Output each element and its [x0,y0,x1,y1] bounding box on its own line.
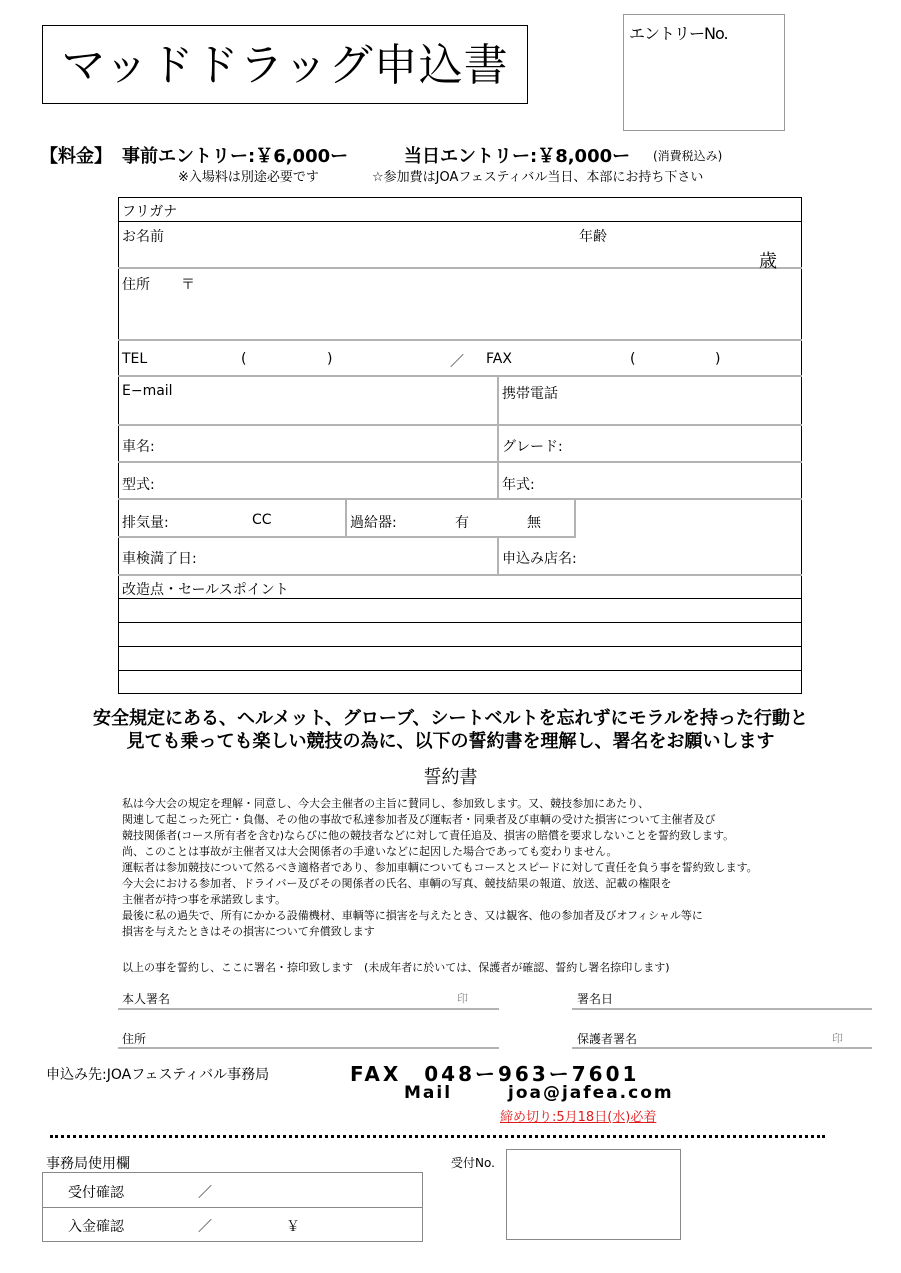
tel-paren-close: ) [327,351,333,367]
form-line [118,339,802,341]
sign-address-line[interactable] [118,1047,499,1049]
self-sign-line[interactable] [118,1008,499,1010]
separator-dotted [50,1135,825,1138]
receipt-confirm-label: 受付確認 [68,1185,124,1201]
receipt-no-box[interactable] [506,1149,681,1240]
tel-fax-separator: ／ [450,354,464,370]
tel-label: TEL [122,351,148,367]
pledge-line: 最後に私の過失で、所有にかかる設備機材、車輌等に損害を与えたとき、又は観客、他の参加者及びオフィシャル等に [122,909,703,922]
entry-number-box[interactable] [623,14,785,131]
inspection-label: 車検満了日: [122,551,197,567]
email-label: E−mail [122,383,173,399]
fee-label: 【料金】 [40,146,112,167]
age-unit: 歳 [759,251,777,272]
pledge-agree: 以上の事を誓約し、ここに署名・捺印致します (未成年者に於いては、保護者が確認、誓約し署名捺印します) [122,961,670,974]
form-line [118,197,802,198]
year-label: 年式: [502,477,535,493]
cc-unit: CC [252,512,272,528]
form-line [118,461,802,463]
fee-sameday: 当日エントリー:￥8,000ー [404,146,631,167]
pledge-line: 関連して起こった死亡・負傷、その他の事故で私達参加者及び運転者・同乗者及び車輌の受けた損害について主催者及び [122,813,716,826]
age-label: 年齢 [579,229,607,245]
form-line [118,670,802,671]
name-label: お名前 [122,229,164,245]
form-line [118,536,576,538]
contact-mail[interactable]: joa@jafea.com [508,1083,674,1103]
contact-to: 申込み先:JOAフェスティバル事務局 [46,1067,270,1083]
form-right-border [801,197,802,694]
fee-advance: 事前エントリー:￥6,000ー [122,146,349,167]
fax-paren-close: ) [715,351,721,367]
form-line [118,646,802,647]
form-line [118,424,802,426]
tel-paren-open: ( [241,351,247,367]
modifications-label: 改造点・セールスポイント [122,582,289,598]
form-left-border [118,197,119,694]
form-line [118,375,802,377]
pledge-line: 今大会における参加者、ドライバー及びその関係者の氏名、車輌の写真、競技結果の報道、放送、記載の権限を [122,877,672,890]
form-line [118,622,802,623]
mobile-label: 携帯電話 [502,386,558,402]
title-box [42,25,528,104]
form-line [118,267,802,269]
sign-date-label: 署名日 [577,992,614,1006]
office-table-divider [42,1207,423,1208]
grade-label: グレード: [502,439,563,455]
safety-message [0,707,901,753]
self-sign-label: 本人署名 [122,992,171,1006]
safety-line-2: 見ても乗っても楽しい競技の為に、以下の誓約書を理解し、署名をお願いします [126,731,775,752]
address-label: 住所 [122,277,150,293]
pledge-body [122,796,812,940]
pledge-line: 私は今大会の規定を理解・同意し、今大会主催者の主旨に賛同し、参加致します。又、競技参加にあたり、 [122,797,650,810]
safety-line-1: 安全規定にある、ヘルメット、グローブ、シートベルトを忘れずにモラルを持った行動と [93,708,808,729]
form-line [497,377,499,498]
office-title: 事務局使用欄 [46,1156,130,1172]
form-line [118,574,802,576]
displacement-label: 排気量: [122,515,169,531]
guardian-sign-label: 保護者署名 [577,1032,638,1046]
self-sign-seal: 印 [457,992,468,1005]
pledge-line: 尚、このことは事故が主催者又は大会関係者の手違いなどに起因した場合であっても変わりません。 [122,845,618,858]
contact-fax: FAX 048ー963ー7601 [350,1062,640,1086]
receipt-no-label: 受付No. [451,1156,495,1170]
supercharger-label: 過給器: [350,515,397,531]
pledge-line: 損害を与えたときはその損害について弁償致します [122,925,375,938]
model-label: 型式: [122,477,155,493]
guardian-sign-line[interactable] [572,1047,872,1049]
payment-yen: ￥ [286,1219,300,1235]
car-name-label: 車名: [122,439,155,455]
form-line [345,499,347,536]
fee-note-payment: ☆参加費はJOAフェスティバル当日、本部にお持ち下さい [372,170,704,185]
form-line [497,537,499,574]
pledge-line: 運転者は参加競技について然るべき適格者であり、参加車輌についてもコースとスピードに対して責任を負う事を誓約致します。 [122,861,758,874]
fee-tax-note: (消費税込み) [653,149,723,163]
page-title: マッドドラッグ申込書 [61,40,509,91]
payment-confirm-slash: ／ [198,1219,212,1235]
fax-paren-open: ( [630,351,636,367]
guardian-seal: 印 [832,1032,843,1045]
supercharger-no[interactable]: 無 [527,515,541,531]
fax-label: FAX [486,351,512,367]
form-line [574,499,576,537]
pledge-line: 競技関係者(コース所有者を含む)ならびに他の競技者などに対して責任追及、損害の賠償を要求しないことを誓約致します。 [122,829,735,842]
contact-mail-label: Mail [404,1083,453,1103]
payment-confirm-label: 入金確認 [68,1219,124,1235]
receipt-confirm-slash: ／ [198,1185,212,1201]
pledge-line: 主催者が持つ事を承諾致します。 [122,893,287,906]
entry-number-label: エントリーNo. [629,24,728,43]
fee-note-admission: ※入場料は別途必要です [178,170,319,185]
sign-date-line[interactable] [572,1008,872,1010]
postal-mark: 〒 [181,277,195,293]
form-line [118,498,802,500]
supercharger-yes[interactable]: 有 [455,515,469,531]
furigana-label: フリガナ [122,204,178,220]
sign-address-label: 住所 [122,1032,147,1046]
form-line [118,693,802,694]
form-line [118,221,802,222]
shop-label: 申込み店名: [502,551,577,567]
pledge-title: 誓約書 [423,767,478,788]
deadline: 締め切り:5月18日(水)必着 [500,1110,657,1125]
